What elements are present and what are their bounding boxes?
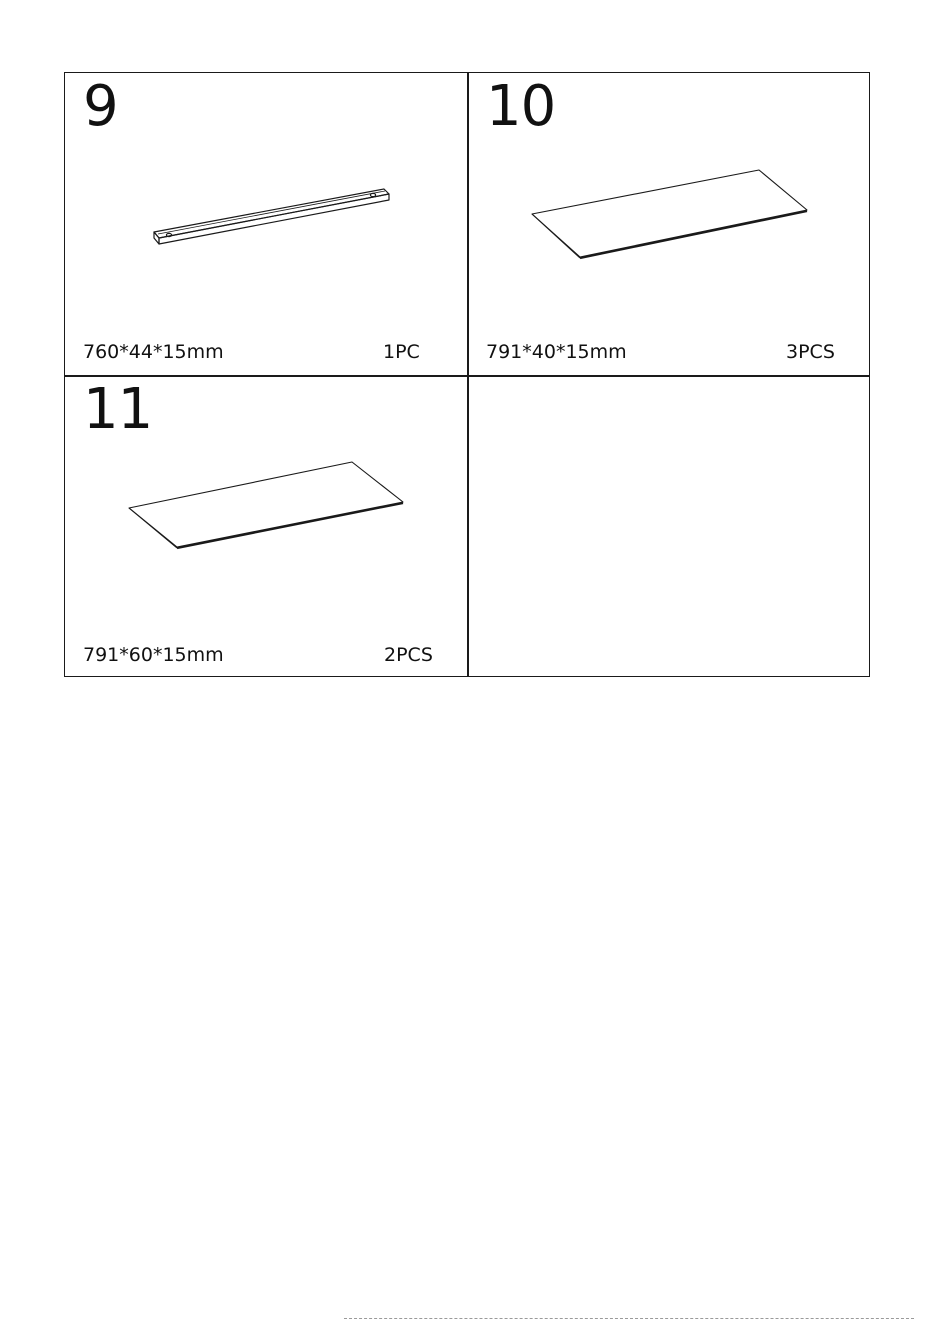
part-quantity: 3PCS	[786, 341, 835, 363]
scan-edge-artifact	[344, 1318, 914, 1321]
part-quantity: 1PC	[383, 341, 420, 363]
parts-list-grid	[64, 72, 870, 677]
empty-cell	[468, 376, 870, 678]
part-number: 10	[486, 74, 556, 139]
bar-with-holes-icon	[65, 73, 467, 375]
part-cell-9	[65, 73, 467, 375]
part-dimensions: 791*60*15mm	[83, 644, 224, 666]
part-cell-10	[468, 73, 870, 375]
part-number: 9	[83, 74, 118, 139]
part-cell-11	[65, 376, 467, 678]
part-number: 11	[83, 377, 153, 442]
part-dimensions: 791*40*15mm	[486, 341, 627, 363]
part-dimensions: 760*44*15mm	[83, 341, 224, 363]
part-quantity: 2PCS	[384, 644, 433, 666]
